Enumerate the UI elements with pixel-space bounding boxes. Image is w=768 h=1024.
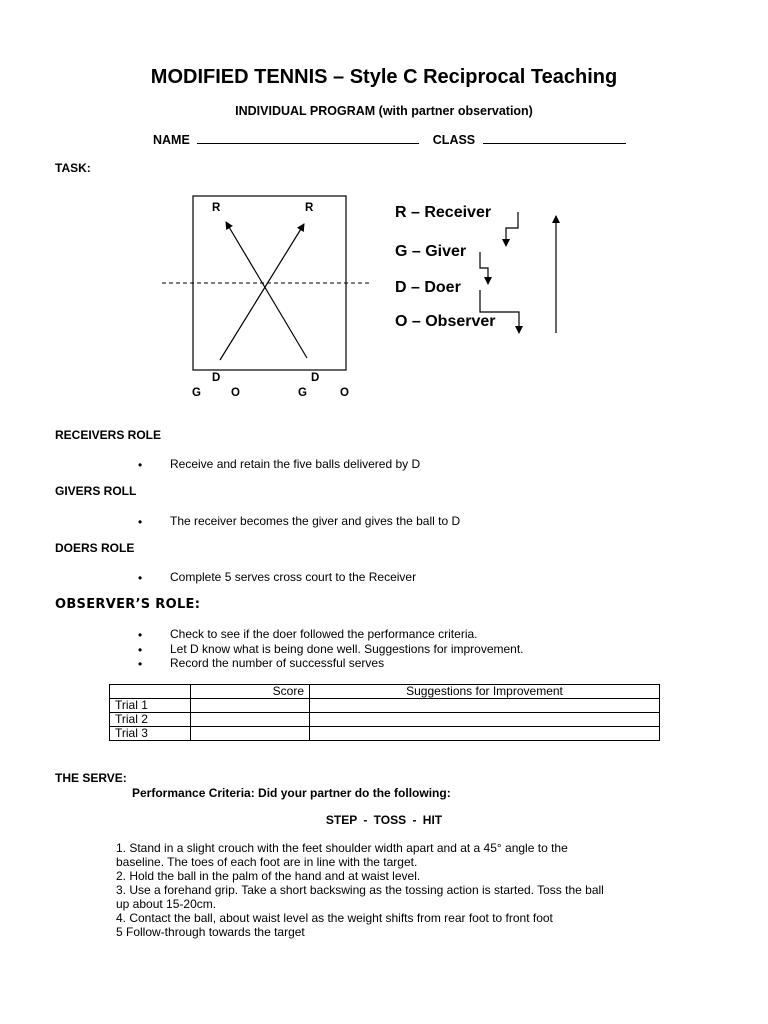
table-row (110, 727, 660, 741)
suggestion-cell[interactable] (310, 713, 660, 727)
table-header-score: Score (191, 685, 310, 699)
table-header-cell (110, 685, 191, 699)
rotation-arrow-g-to-d (480, 252, 488, 284)
score-table (109, 684, 660, 741)
bullet: • (138, 458, 143, 472)
legend-giver: G – Giver (395, 243, 467, 260)
court-label-g-right: G (298, 387, 307, 399)
name-label: NAME (153, 133, 190, 147)
serve-step-line: 3. Use a forehand grip. Take a short backswing as the tossing action is started. Toss the ball (116, 883, 604, 897)
court-label-g-left: G (192, 387, 201, 399)
table-header-suggestions: Suggestions for Improvement (310, 685, 660, 699)
performance-criteria: Performance Criteria: Did your partner do the following: (132, 786, 451, 800)
bullet: • (138, 515, 143, 529)
trial-label: Trial 2 (110, 713, 191, 727)
table-row (110, 713, 660, 727)
suggestion-cell[interactable] (310, 699, 660, 713)
table-row (110, 699, 660, 713)
task-heading: TASK: (55, 161, 91, 175)
rotation-arrow-r-to-g (506, 212, 518, 246)
court-label-d-left: D (212, 372, 221, 384)
serve-step-line: up about 15-20cm. (116, 897, 217, 911)
observer-role-item: Record the number of successful serves (170, 656, 385, 670)
givers-role-item: The receiver becomes the giver and gives the ball to D (170, 514, 461, 528)
observer-role-item: Let D know what is being done well. Suggestions for improvement. (170, 642, 524, 656)
table-header-row (110, 685, 660, 699)
serve-step-line: 4. Contact the ball, about waist level as the weight shifts from rear foot to front foot (116, 911, 553, 925)
receivers-role-heading: RECEIVERS ROLE (55, 428, 162, 442)
serve-heading: THE SERVE: (55, 771, 127, 785)
legend-receiver: R – Receiver (395, 204, 492, 221)
serve-path-right (220, 224, 304, 360)
bullet: • (138, 643, 143, 657)
court-label-r-right: R (305, 202, 314, 214)
score-cell[interactable] (191, 727, 310, 741)
trial-label: Trial 3 (110, 727, 191, 741)
observer-role-item: Check to see if the doer followed the performance criteria. (170, 627, 478, 641)
class-label: CLASS (432, 133, 476, 147)
serve-step-line: 2. Hold the ball in the palm of the hand and at waist level. (116, 869, 421, 883)
doers-role-item: Complete 5 serves cross court to the Receiver (170, 570, 417, 584)
court-diagram (0, 0, 768, 420)
court-label-o-left: O (231, 387, 240, 399)
score-cell[interactable] (191, 713, 310, 727)
serve-steps (116, 841, 604, 939)
bullet: • (138, 571, 143, 585)
trial-label: Trial 1 (110, 699, 191, 713)
serve-path-left (226, 222, 307, 358)
observer-role-heading: OBSERVER’S ROLE: (55, 597, 201, 612)
givers-role-heading: GIVERS ROLL (55, 484, 137, 498)
legend-doer: D – Doer (395, 279, 461, 296)
serve-step-line: baseline. The toes of each foot are in line with the target. (116, 855, 418, 869)
legend-observer: O – Observer (395, 313, 496, 330)
suggestion-cell[interactable] (310, 727, 660, 741)
serve-step-line: 1. Stand in a slight crouch with the feet shoulder width apart and at a 45° angle to the (116, 841, 568, 855)
court-label-d-right: D (311, 372, 320, 384)
score-cell[interactable] (191, 699, 310, 713)
doers-role-heading: DOERS ROLE (55, 541, 135, 555)
court-label-o-right: O (340, 387, 349, 399)
page-title: MODIFIED TENNIS – Style C Reciprocal Teaching (150, 66, 618, 88)
step-toss-hit: STEP - TOSS - HIT (325, 813, 443, 827)
serve-step-line: 5 Follow-through towards the target (116, 925, 305, 939)
bullet: • (138, 628, 143, 642)
page-subtitle: INDIVIDUAL PROGRAM (with partner observation) (235, 104, 533, 118)
bullet: • (138, 657, 143, 671)
receivers-role-item: Receive and retain the five balls delivered by D (170, 457, 421, 471)
court-label-r-left: R (212, 202, 221, 214)
